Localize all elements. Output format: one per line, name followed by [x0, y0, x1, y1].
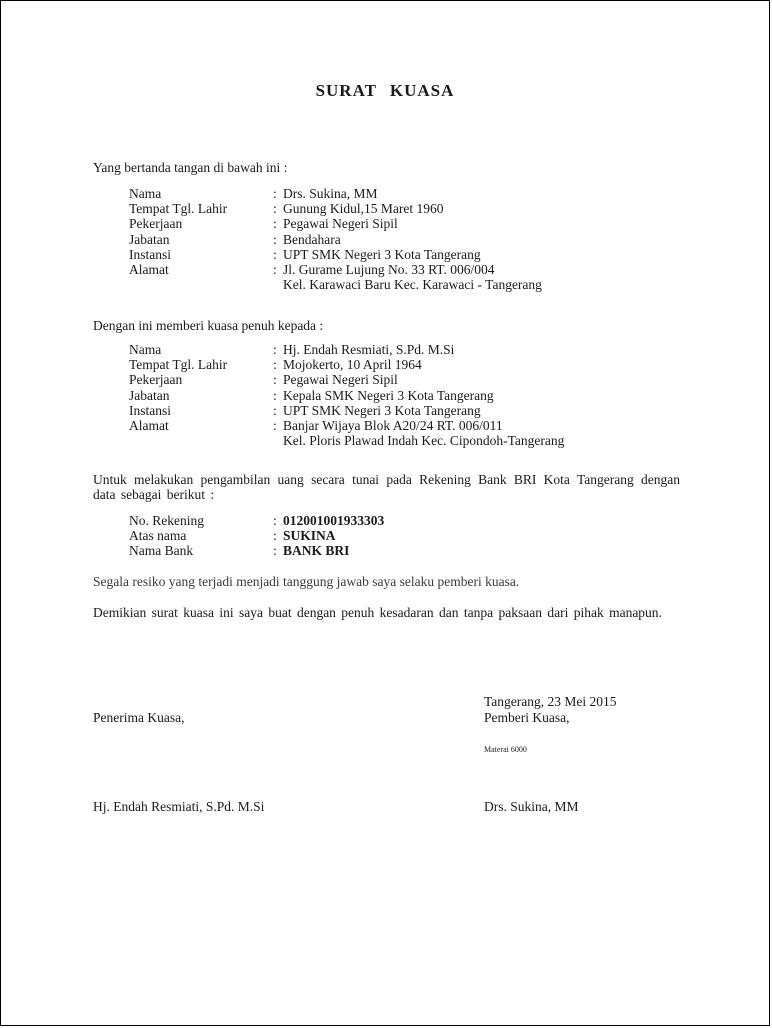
intro-text: Yang bertanda tangan di bawah ini :	[93, 160, 288, 175]
field-row	[129, 186, 542, 201]
field-label: Atas nama	[129, 528, 187, 544]
field-separator: :	[273, 186, 277, 201]
field-row	[129, 528, 384, 543]
field-separator: :	[273, 262, 277, 278]
purpose-paragraph: Untuk melakukan pengambilan uang secara tunai pada Rekening Bank BRI Kota Tangerang dengan data sebagai berikut :	[93, 472, 680, 502]
field-label: Instansi	[129, 402, 171, 418]
closing-paragraph: Demikian surat kuasa ini saya buat dengan penuh kesadaran dan tanpa paksaan dari pihak manapun.	[93, 605, 662, 620]
grantor-fields	[129, 186, 542, 292]
field-value: UPT SMK Negeri 3 Kota Tangerang	[283, 402, 481, 418]
grantee-fields	[129, 342, 564, 448]
field-separator: :	[273, 402, 277, 418]
field-row-continuation	[129, 433, 564, 448]
field-separator: :	[273, 342, 277, 357]
field-label: Pekerjaan	[129, 216, 183, 232]
field-label: No. Rekening	[129, 513, 204, 528]
field-row	[129, 388, 564, 403]
field-label: Alamat	[129, 262, 169, 278]
field-separator: :	[273, 513, 277, 528]
risk-statement: Segala resiko yang terjadi menjadi tanggung jawab saya selaku pemberi kuasa.	[93, 574, 520, 589]
field-row	[129, 513, 384, 528]
giver-signature-name: Drs. Sukina, MM	[484, 799, 579, 814]
receiver-label: Penerima Kuasa,	[93, 710, 185, 725]
receiver-signature-name: Hj. Endah Resmiati, S.Pd. M.Si	[93, 799, 265, 814]
field-value: Gunung Kidul,15 Maret 1960	[283, 201, 444, 217]
field-value: Jl. Gurame Lujung No. 33 RT. 006/004	[283, 262, 495, 278]
field-separator: :	[273, 357, 277, 373]
field-row	[129, 418, 564, 433]
field-label: Tempat Tgl. Lahir	[129, 201, 228, 217]
field-separator: :	[273, 216, 277, 232]
field-value: Drs. Sukina, MM	[283, 186, 378, 201]
field-value: Banjar Wijaya Blok A20/24 RT. 006/011	[283, 418, 503, 434]
field-value: Mojokerto, 10 April 1964	[283, 357, 422, 373]
giver-label: Pemberi Kuasa,	[484, 710, 570, 725]
field-row	[129, 216, 542, 231]
field-value: Kel. Karawaci Baru Kec. Karawaci - Tangerang	[283, 277, 542, 293]
field-row	[129, 262, 542, 277]
materai-stamp-note: Materai 6000	[484, 745, 527, 754]
account-fields	[129, 513, 384, 559]
field-row	[129, 342, 564, 357]
grant-intro-text: Dengan ini memberi kuasa penuh kepada :	[93, 318, 324, 333]
page-title: SURAT KUASA	[315, 81, 455, 100]
field-value: Kepala SMK Negeri 3 Kota Tangerang	[283, 387, 494, 403]
field-row	[129, 403, 564, 418]
field-row	[129, 543, 384, 558]
field-label: Tempat Tgl. Lahir	[129, 357, 228, 373]
field-label: Nama	[129, 186, 162, 201]
bank-name: BANK BRI	[283, 543, 350, 559]
field-row	[129, 201, 542, 216]
account-holder: SUKINA	[283, 528, 336, 544]
field-row-continuation	[129, 277, 542, 292]
place-date: Tangerang, 23 Mei 2015	[484, 694, 617, 709]
field-value: UPT SMK Negeri 3 Kota Tangerang	[283, 246, 481, 262]
field-value: Kel. Ploris Plawad Indah Kec. Cipondoh-Tangerang	[283, 433, 565, 449]
field-label: Pekerjaan	[129, 372, 183, 388]
field-separator: :	[273, 387, 277, 403]
field-separator: :	[273, 543, 277, 559]
account-number: 012001001933303	[283, 513, 385, 528]
field-row	[129, 232, 542, 247]
field-label: Jabatan	[129, 231, 170, 247]
field-row	[129, 372, 564, 387]
field-label: Nama Bank	[129, 543, 194, 559]
field-separator: :	[273, 231, 277, 247]
field-value: Bendahara	[283, 231, 341, 247]
field-label: Nama	[129, 342, 162, 357]
field-value: Pegawai Negeri Sipil	[283, 216, 398, 232]
field-separator: :	[273, 372, 277, 388]
field-label: Instansi	[129, 246, 171, 262]
field-separator: :	[273, 246, 277, 262]
field-value: Hj. Endah Resmiati, S.Pd. M.Si	[283, 342, 455, 357]
field-row	[129, 247, 542, 262]
field-label: Jabatan	[129, 387, 170, 403]
field-separator: :	[273, 418, 277, 434]
field-row	[129, 357, 564, 372]
field-value: Pegawai Negeri Sipil	[283, 372, 398, 388]
field-separator: :	[273, 528, 277, 544]
field-label: Alamat	[129, 418, 169, 434]
field-separator: :	[273, 201, 277, 217]
